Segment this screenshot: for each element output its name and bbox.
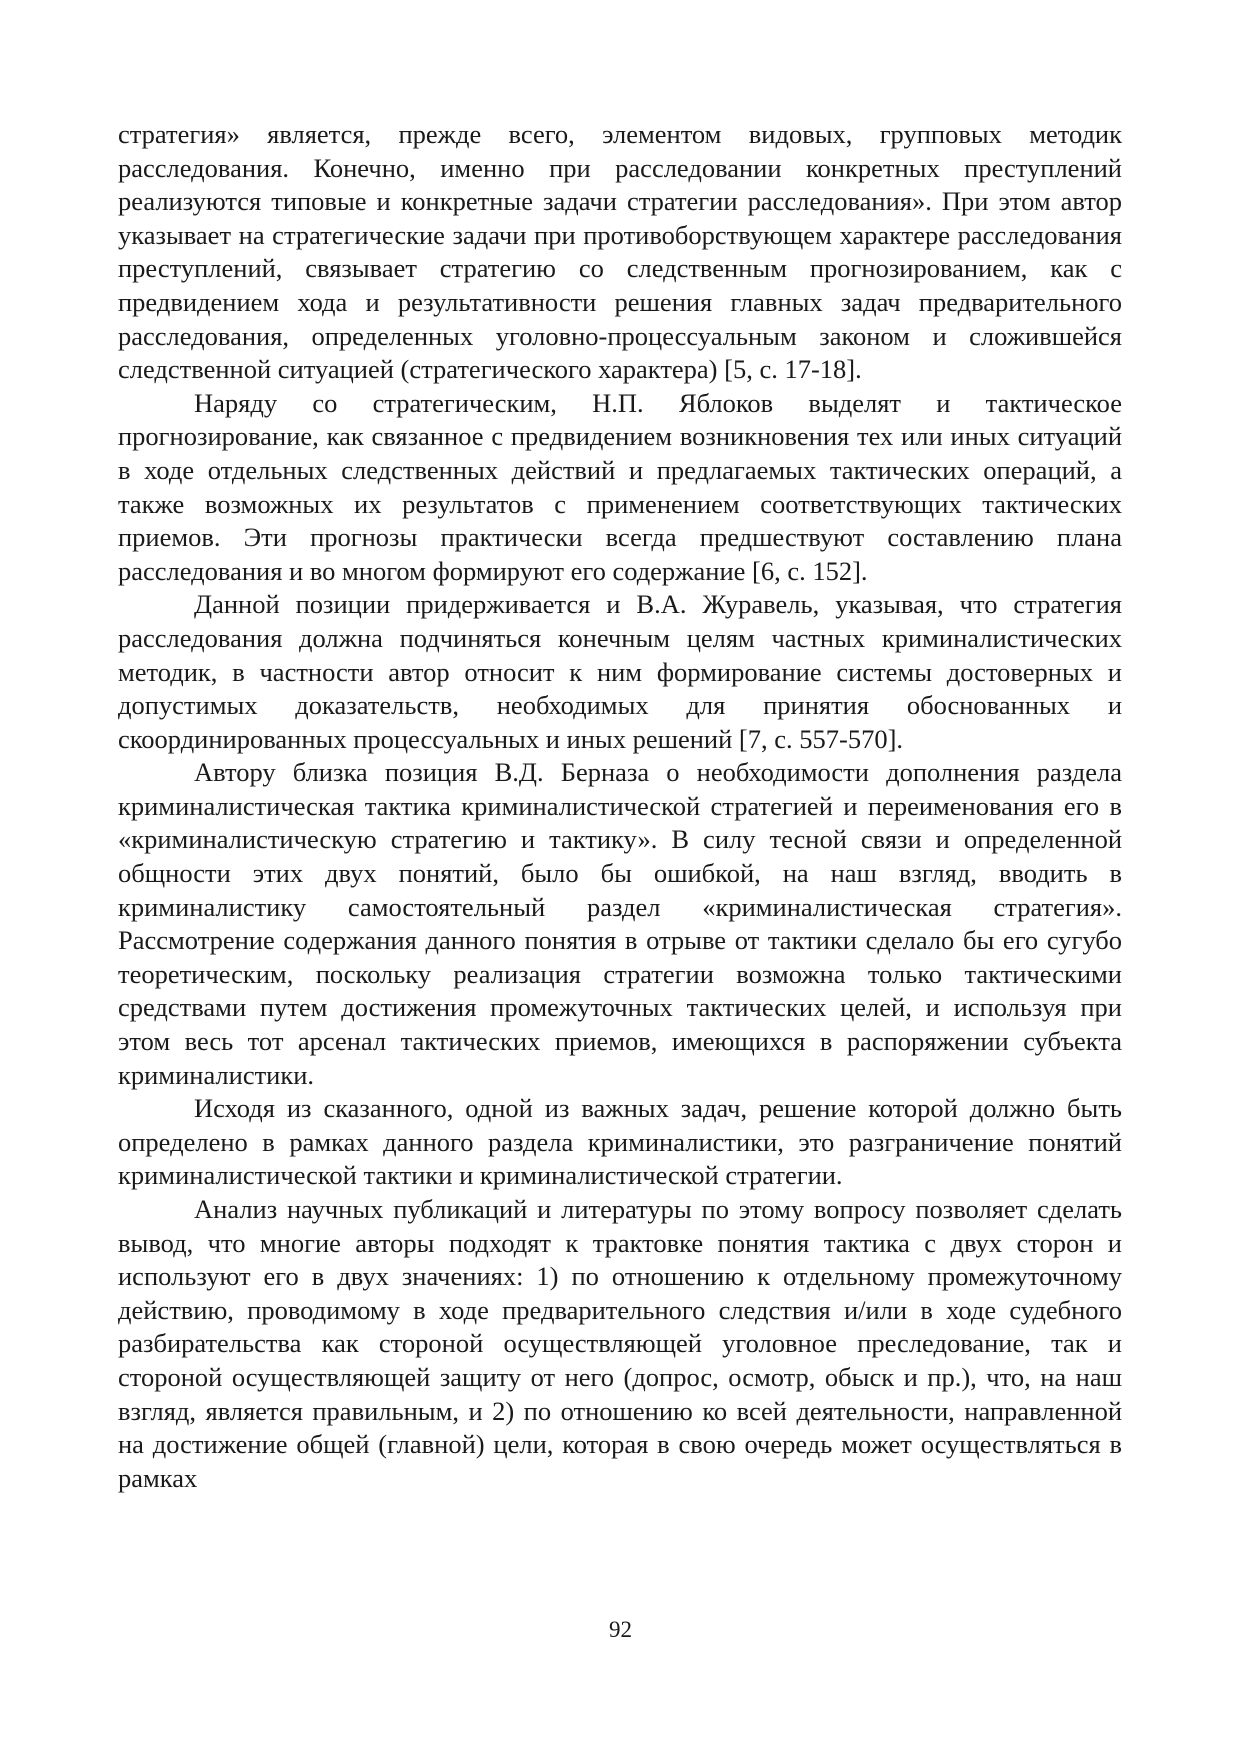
paragraph-continuation: стратегия» является, прежде всего, элементом видовых, групповых методик расследования. Конечно, именно при расследовании конкретных преступлений реализуются типовые и конкретные задачи стратегии расследования». При этом автор указывает на стратегические задачи при противоборствующем характере расследования преступлений, связывает стратегию со следственным прогнозированием, как с предвидением хода и результативности решения главных задач предварительного расследования, определенных уголовно-процессуальным законом и сложившейся следственной ситуацией (стратегического характера) [5, с. 17-18]. — [118, 119, 1122, 385]
paragraph: Данной позиции придерживается и В.А. Журавель, указывая, что стратегия расследования должна подчиняться конечным целям частных криминалистических методик, в частности автор относит к ним формирование системы достоверных и допустимых доказательств, необходимых для принятия обоснованных и скоординированных процессуальных и иных решений [7, с. 557-570]. — [118, 589, 1122, 754]
paragraph: Анализ научных публикаций и литературы по этому вопросу позволяет сделать вывод, что многие авторы подходят к трактовке понятия тактика с двух сторон и используют его в двух значениях: 1) по отношению к отдельному промежуточному действию, проводимому в ходе предварительного следствия и/или в ходе судебного разбирательства как стороной осуществляющей уголовное преследование, так и стороной осуществляющей защиту от него (допрос, осмотр, обыск и пр.), что, на наш взгляд, является правильным, и 2) по отношению ко всей деятельности, направленной на достижение общей (главной) цели, которая в свою очередь может осуществляться в рамках — [118, 1194, 1122, 1493]
page-number: 92 — [609, 1617, 632, 1642]
paragraph: Наряду со стратегическим, Н.П. Яблоков выделят и тактическое прогнозирование, как связанное с предвидением возникновения тех или иных ситуаций в ходе отдельных следственных действий и предлагаемых тактических операций, а также возможных их результатов с применением соответствующих тактических приемов. Эти прогнозы практически всегда предшествуют составлению плана расследования и во многом формируют его содержание [6, с. 152]. — [118, 387, 1122, 586]
text-body — [118, 118, 1122, 1495]
paragraph: Автору близка позиция В.Д. Берназа о необходимости дополнения раздела криминалистическая тактика криминалистической стратегией и переименования его в «криминалистическую стратегию и тактику». В силу тесной связи и определенной общности этих двух понятий, было бы ошибкой, на наш взгляд, вводить в криминалистику самостоятельный раздел «криминалистическая стратегия». Рассмотрение содержания данного понятия в отрыве от тактики сделало бы его сугубо теоретическим, поскольку реализация стратегии возможна только тактическими средствами путем достижения промежуточных тактических целей, и используя при этом весь тот арсенал тактических приемов, имеющихся в распоряжении субъекта криминалистики. — [118, 757, 1122, 1090]
paragraph: Исходя из сказанного, одной из важных задач, решение которой должно быть определено в рамках данного раздела криминалистики, это разграничение понятий криминалистической тактики и криминалистической стратегии. — [118, 1093, 1122, 1191]
